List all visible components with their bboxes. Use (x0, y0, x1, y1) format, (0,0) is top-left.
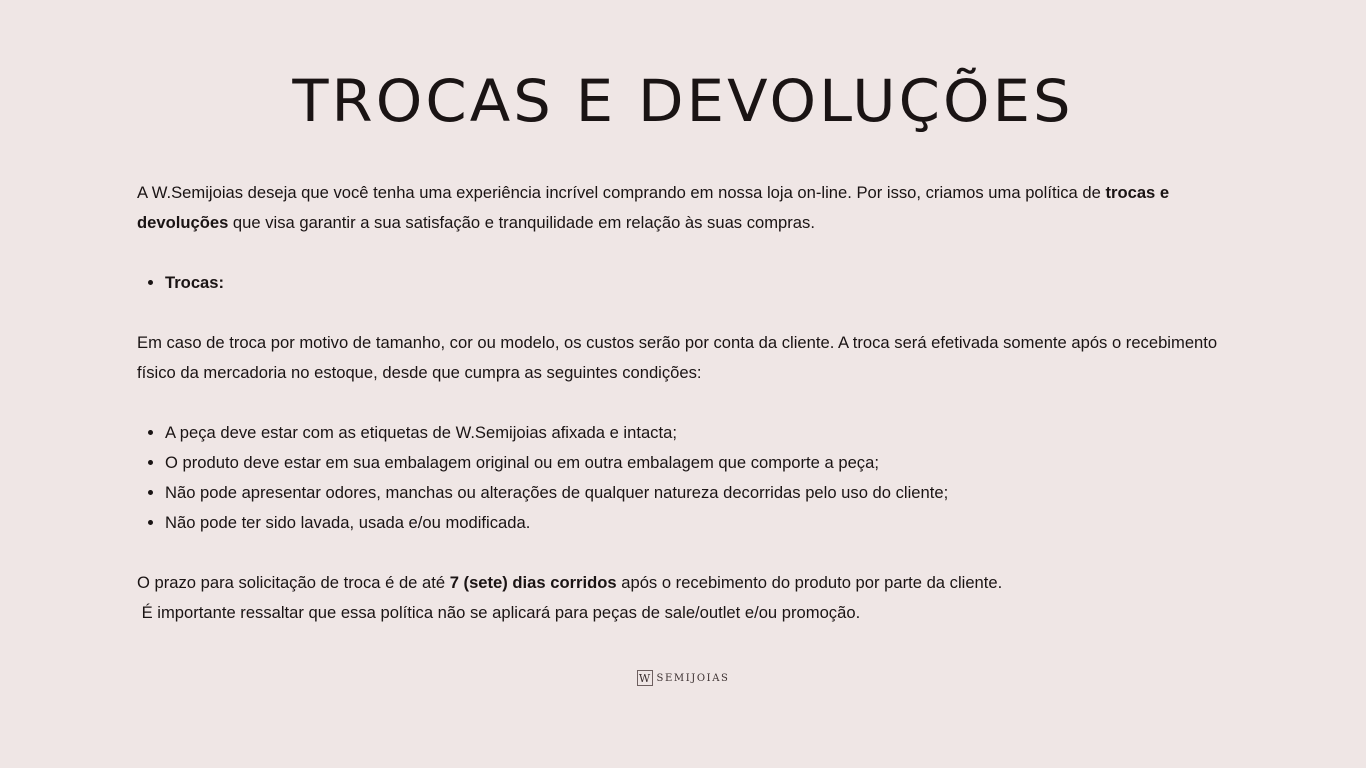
brand-logo (0, 670, 1366, 686)
trocas-heading-list (137, 268, 1237, 298)
intro-paragraph (137, 178, 1237, 238)
prazo-paragraph (137, 568, 1237, 598)
condition-item: • O produto deve estar em sua embalagem original ou em outra embalagem que comporte a peça; (165, 448, 1237, 478)
prazo-text-1: O prazo para solicitação de troca é de até (137, 573, 450, 592)
intro-text-2: que visa garantir a sua satisfação e tranquilidade em relação às suas compras. (228, 213, 815, 232)
trocas-heading: Trocas: (165, 273, 225, 292)
policy-content (137, 178, 1237, 628)
logo-mark-icon: W (637, 670, 653, 686)
condition-item: • A peça deve estar com as etiquetas de W.Semijoias afixada e intacta; (165, 418, 1237, 448)
spacer (137, 538, 1237, 568)
prazo-text-2: após o recebimento do produto por parte da cliente. (616, 573, 1003, 592)
conditions-list (137, 418, 1237, 538)
intro-text-1: A W.Semijoias deseja que você tenha uma experiência incrível comprando em nossa loja on-line. Por isso, criamos uma política de (137, 183, 1106, 202)
condition-item: • Não pode ter sido lavada, usada e/ou modificada. (165, 508, 1237, 538)
intro-bold-text: trocas e devoluções (137, 183, 1170, 232)
note-paragraph: É importante ressaltar que essa política não se aplicará para peças de sale/outlet e/ou promoção. (137, 603, 861, 622)
spacer (137, 298, 1237, 328)
trocas-heading-item (165, 268, 1237, 298)
condition-item: • Não pode apresentar odores, manchas ou alterações de qualquer natureza decorridas pelo uso do cliente; (165, 478, 1237, 508)
prazo-bold-text: 7 (sete) dias corridos (449, 573, 617, 592)
logo-text: SEMIJOIAS (656, 672, 730, 684)
trocas-paragraph: Em caso de troca por motivo de tamanho, cor ou modelo, os custos serão por conta da cliente. A troca será efetivada somente após o recebimento físico da mercadoria no estoque, desde que cumpra as seguintes condições: (137, 333, 1218, 382)
spacer (137, 388, 1237, 418)
spacer (137, 238, 1237, 268)
page-title: TROCAS E DEVOLUÇÕES (292, 67, 1074, 135)
